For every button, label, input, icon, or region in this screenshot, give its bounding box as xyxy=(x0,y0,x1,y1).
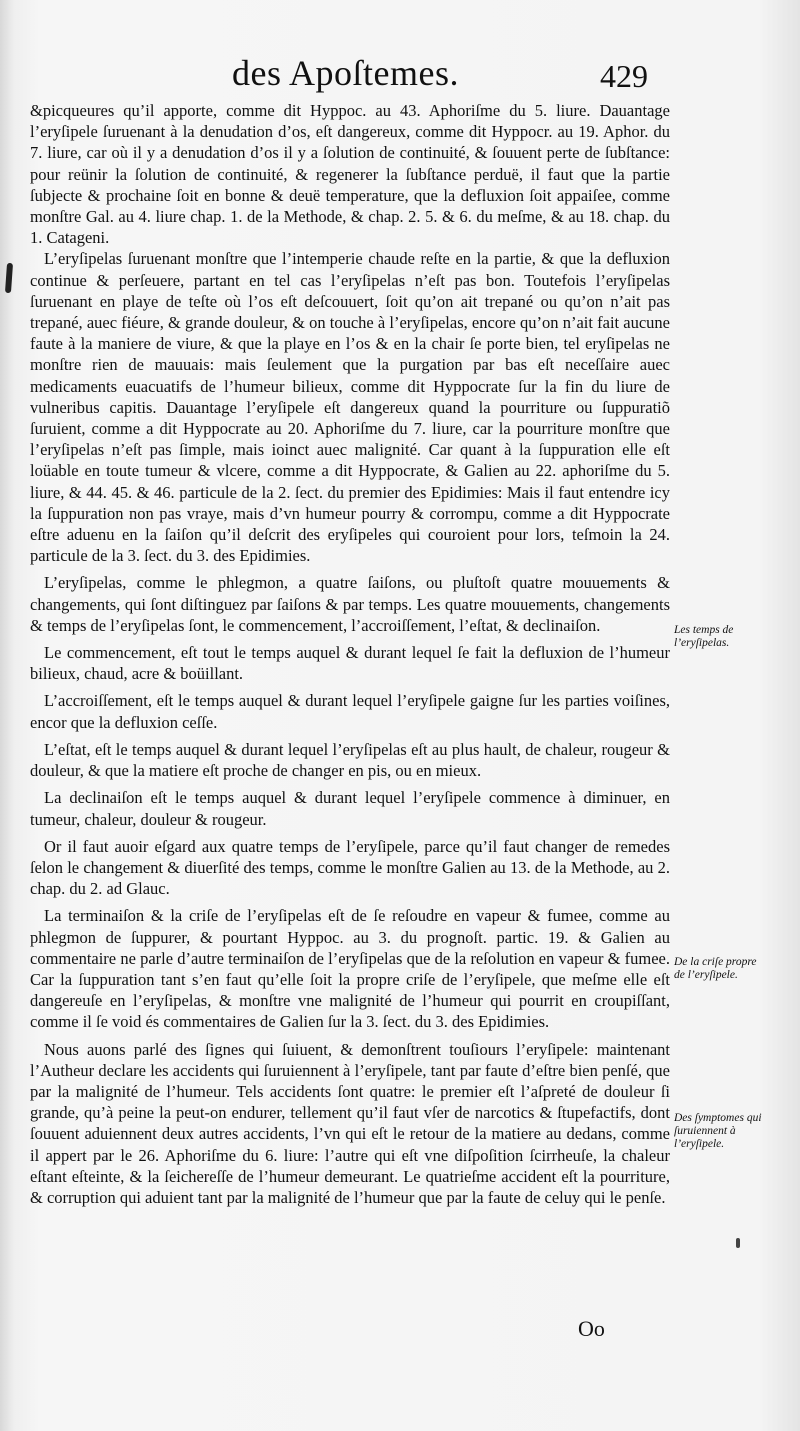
margin-note-symptomes: Des ſymptomes qui ſuruiennent à l’eryſipele. xyxy=(674,1112,762,1150)
paragraph-9: La terminaiſon & la criſe de l’eryſipelas eſt de ſe reſoudre en vapeur & fumee, comme au phlegmon de ſuppurer, & pourtant Hyppoc. au 3. du prognoſt. partic. 19. & Galien au commentaire ne parle d’autre terminaiſon de l’eryſipelas que de la reſolution en vapeur & fumee. Car la ſuppuration tant s’en faut qu’elle ſoit la propre criſe de l’eryſipele, que meſme elle eſt dangereuſe en l’eryſipelas, & monſtre vne malignité de l’humeur qui pourrit en croupiſſant, comme il ſe void és commentaires de Galien ſur la 3. ſect. du 3. des Epidimies. xyxy=(30,906,670,1032)
paragraph-4: Le commencement, eſt tout le temps auquel & durant lequel ſe fait la defluxion de l’humeur bilieux, chaud, acre & boüillant. xyxy=(30,643,670,684)
paragraph-2: L’eryſipelas ſuruenant monſtre que l’intemperie chaude reſte en la partie, & que la defluxion continue & perſeuere, partant en tel cas l’eryſipelas n’eſt pas bon. Toutefois l’eryſipelas ſuruenant en playe de teſte où l’os eſt deſcouuert, ſoit qu’on ait trepané ou qu’on n’ait pas trepané, auec fiéure, & grande douleur, & on touche à l’eryſipelas, encore qu’on n’ait fait aucune faute à la maniere de viure, & que la playe en l’os & en la chair ſe porte bien, tel eryſipelas ne monſtre rien de mauuais: mais ſeulement que la purgation par bas eſt neceſſaire auec medicaments euacuatifs de l’humeur bilieux, comme dit Hyppocrate ſur la fin du liure de vulneribus capitis. Dauantage l’eryſipele eſt dangereux quand la pourriture ou ſuppuratiõ ſuruient, comme a dit Hyppocrate au 20. Aphoriſme du 7. liure, car la pourriture monſtre que l’eryſipelas n’eſt pas ſimple, mais ioinct auec malignité. Car quant à la ſuppuration elle eſt loüable en toute tumeur & vlcere, comme a dit Hyppocrate, & Galien au 22. aphoriſme du 5. liure, & 44. 45. & 46. particule de la 2. ſect. du premier des Epidimies: Mais il faut entendre icy la ſuppuration non pas vraye, mais d’vn humeur pourry & corrompu, comme a dit Hyppocrate eſtre aduenu en la ſaiſon qu’il deſcrit des eryſipeles qui couroient pour lors, teſmoin la 24. particule de la 3. ſect. du 3. des Epidimies. xyxy=(30,249,670,566)
paragraph-1: &picqueures qu’il apporte, comme dit Hyppoc. au 43. Aphoriſme du 5. liure. Dauantage l’eryſipele ſuruenant à la denudation d’os, eſt dangereux, comme dit Hyppocr. au 19. Aphor. du 7. liure, car où il y a denudation d’os il y a ſolution de continuité, & ſouuent perte de ſubſtance: pour reünir la ſolution de continuité, & regenerer la ſubſtance perduë, il faut que la partie ſubjecte & prochaine ſoit en bonne & deuë temperature, que la defluxion ſoit appaiſee, comme monſtre Gal. au 4. liure chap. 1. de la Methode, & chap. 2. 5. & 6. du meſme, & au 18. chap. du 1. Catageni. xyxy=(30,101,670,248)
paragraph-7: La declinaiſon eſt le temps auquel & durant lequel l’eryſipele commence à diminuer, en tumeur, chaleur, douleur & rougeur. xyxy=(30,788,670,829)
paragraph-3: L’eryſipelas, comme le phlegmon, a quatre ſaiſons, ou pluſtoſt quatre mouuements & changements, qui ſont diſtinguez par ſaiſons & par temps. Les quatre mouuements, changements & temps de l’eryſipelas ſont, le commencement, l’accroiſſement, l’eſtat, & declinaiſon. xyxy=(30,573,670,635)
paragraph-6: L’eſtat, eſt le temps auquel & durant lequel l’eryſipelas eſt au plus hault, de chaleur, rougeur & douleur, & que la matiere eſt proche de changer en pis, ou en mieux. xyxy=(30,739,670,781)
catchword: Oo xyxy=(578,1316,605,1341)
paragraph-5: L’accroiſſement, eſt le temps auquel & durant lequel l’eryſipele gaigne ſur les parties voiſines, encor que la defluxion ceſſe. xyxy=(30,691,670,732)
margin-note-temps: Les temps de l’eryſipelas. xyxy=(674,624,734,649)
running-header: des Apoſtemes. xyxy=(232,53,459,93)
page-number: 429 xyxy=(600,58,648,94)
body-text xyxy=(30,100,670,1208)
ink-mark xyxy=(5,263,13,293)
margin-note-crise: De la criſe propre de l’eryſipele. xyxy=(674,956,757,981)
paragraph-10: Nous auons parlé des ſignes qui ſuiuent, & demonſtrent touſiours l’eryſipele: maintenant l’Autheur declare les accidents qui ſuruiennent à l’eryſipele, tant par faute d’eſtre bien penſé, que par la malignité de l’humeur. Tels accidents ſont quatre: le premier eſt l’aſpreté de douleur ſi grande, qu’à peine la peut-on endurer, tellement qu’il faut vſer de narcotics & ſtupefactifs, dont ſouuent aduiennent deux autres accidents, l’vn qui eſt le retour de la matiere au dedans, comme il appert par le 26. Aphoriſme du 6. liure: l’autre qui eſt vne diſpoſition ſcirrheuſe, la chaleur eſtant eſteinte, & la ſeichereſſe de l’humeur demeurant. Le quatrieſme accident eſt la pourriture, & corruption qui aduient tant par la malignité de l’humeur que par la faute de celuy qui le penſe. xyxy=(30,1039,670,1207)
ink-speck xyxy=(736,1238,740,1248)
paragraph-8: Or il faut auoir eſgard aux quatre temps de l’eryſipele, parce qu’il faut changer de remedes ſelon le changement & diuerſité des temps, comme le monſtre Galien au 13. de la Methode, au 2. chap. du 2. ad Glauc. xyxy=(30,836,670,899)
